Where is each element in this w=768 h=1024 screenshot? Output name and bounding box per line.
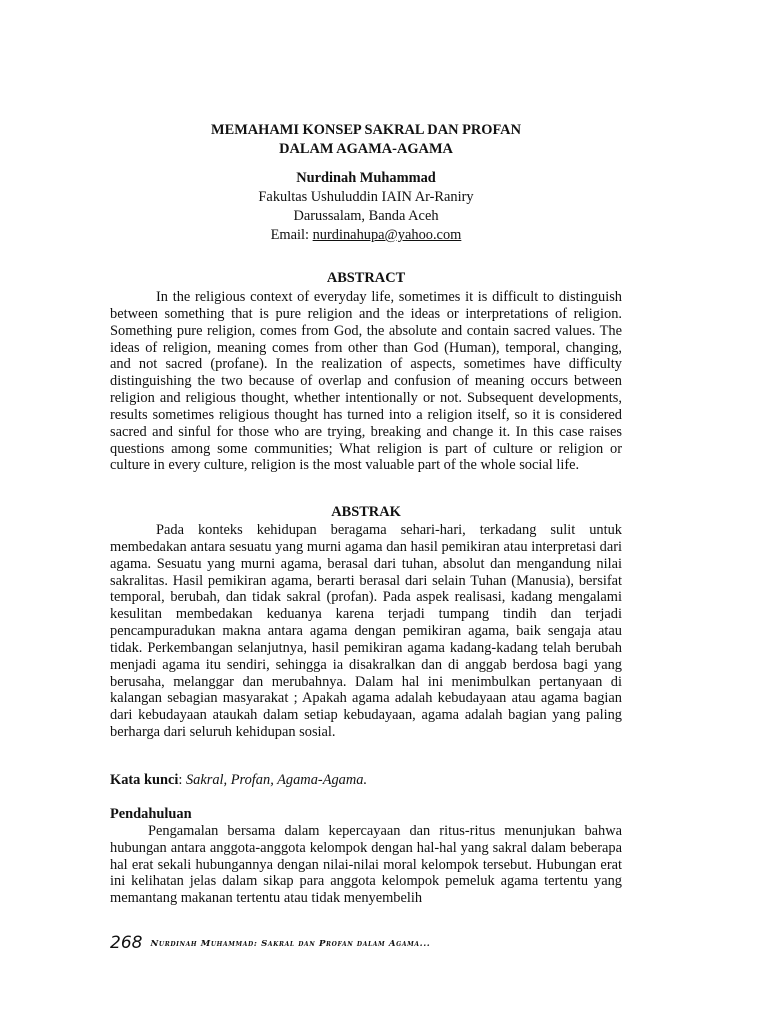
email-link[interactable]: nurdinahupa@yahoo.com [312,227,462,243]
pendahuluan-heading: Pendahuluan [110,806,192,822]
running-head: Nurdinah Muhammad: Sakral dan Profan dalam Agama... [150,939,431,949]
author-affiliation: Fakultas Ushuluddin IAIN Ar-Raniry [258,189,474,205]
email-label: Email: [270,227,313,243]
author-block [110,169,622,245]
page-number: 268 [110,933,143,953]
abstrak-body: Pada konteks kehidupan beragama sehari-hari, terkadang sulit untuk membedakan antara sesuatu yang murni agama dan hasil pemikiran atau interpretasi dari agama. Sesuatu yang murni agama, berasal dari tuhan, absolut dan mengandung nilai sakralitas. Hasil pemikiran agama, berarti berasal dari selain Tuhan (Manusia), bersifat temporal, berubah, dan tidak sakral (profan). Pada aspek realisasi, kadang mengalami kesulitan membedakan keduanya karena terjadi tumpang tindih dan terjadi pencampuradukan makna antara agama dengan pemikiran agama, baik sengaja atau tidak. Perkembangan selanjutnya, hasil pemikiran agama kadang-kadang telah berubah menjadi agama itu sendiri, sehingga ia disakralkan dan di anggab berdosa bagi yang berusaha, melanggar dan merubahnya. Dalam hal ini menimbulkan pertanyaan di kalangan sebagian masyarakat ; Apakah agama adalah kebudayaan atau agama bagian dari kebudayaan ataukah dalam setiap kebudayaan, agama adalah bagian yang paling berharga dari seluruh kehidupan sosial. [110,522,622,741]
abstract-heading: ABSTRACT [326,270,406,286]
abstrak-text [110,522,622,741]
keywords-separator: : [178,772,186,788]
abstract-body: In the religious context of everyday life, sometimes it is difficult to distinguish between something that is pure religion and the ideas or interpretations of religion. Something pure religion, comes from God, the absolute and contain sacred values. The ideas of religion, meaning comes from other than God (Human), temporal, changing, and not sacred (profane). In the realization of aspects, sometimes have difficulty distinguishing the two because of overlap and confusion of meaning occurs between religion and religious thought, whether intentionally or not. Subsequent developments, results sometimes religious thought has turned into a religion itself, so it is considered sacred and sinful for those who are trying, breaking and change it. In this case raises questions among some communities; What religion is part of culture or religion or culture in every culture, religion is the most valuable part of the whole social life. [110,289,622,474]
author-email-line [110,226,622,245]
keywords-values: Sakral, Profan, Agama-Agama. [185,772,368,788]
title-line-1: MEMAHAMI KONSEP SAKRAL DAN PROFAN [211,122,521,138]
article-title [110,121,622,159]
author-location: Darussalam, Banda Aceh [293,208,439,224]
keywords-line [110,772,622,789]
title-line-2: DALAM AGAMA-AGAMA [279,141,453,157]
abstrak-heading: ABSTRAK [331,504,401,520]
author-name: Nurdinah Muhammad [296,170,436,186]
keywords-label: Kata kunci [110,772,179,788]
pendahuluan-body: Pengamalan bersama dalam kepercayaan dan ritus-ritus menunjukan bahwa hubungan antara anggota-anggota kelompok dengan hal-hal yang sakral dalam beberapa hal erat sekali hubungannya dengan nilai-nilai moral kelompok tersebut. Hubungan erat ini kelihatan jelas dalam sikap para anggota kelompok pemeluk agama tertentu yang memantang makanan tertentu atau tidak menyembelih [110,823,622,907]
abstract-text [110,289,622,474]
page-footer [110,933,630,953]
pendahuluan-text [110,823,622,907]
